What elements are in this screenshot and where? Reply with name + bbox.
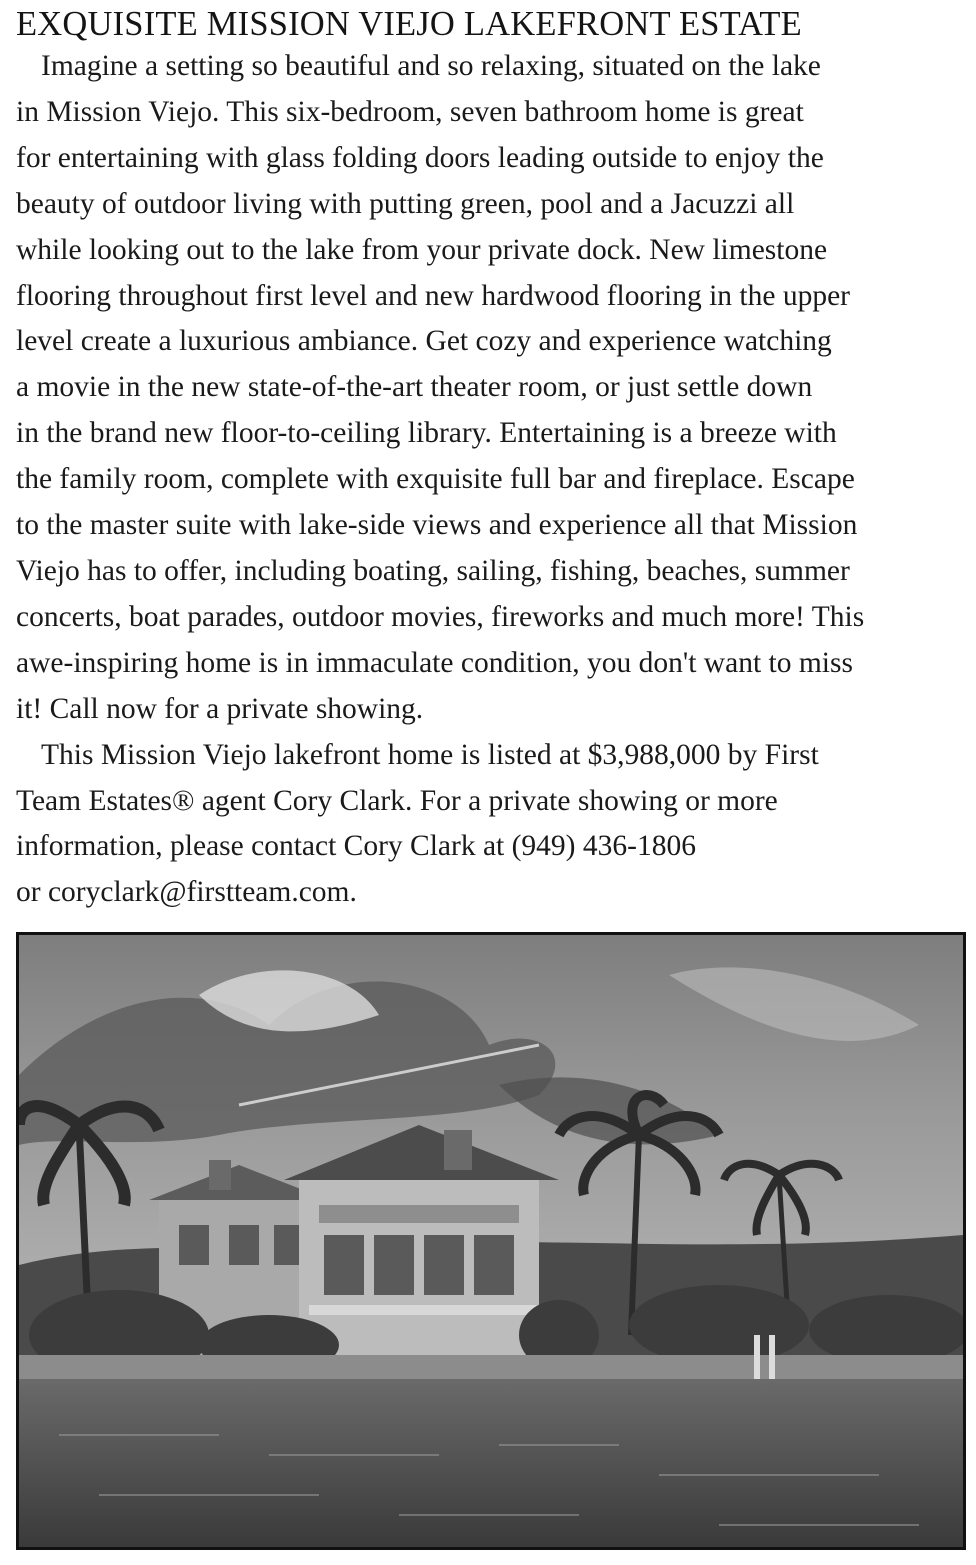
text-line: awe-inspiring home is in immaculate condition, you don't want to miss (16, 646, 853, 679)
text-line: information, please contact Cory Clark at (949) 436-1806 (16, 830, 696, 863)
text-line: level create a luxurious ambiance. Get cozy and experience watching (16, 325, 832, 358)
text-line: beauty of outdoor living with putting green, pool and a Jacuzzi all (16, 187, 795, 220)
text-line: for entertaining with glass folding doors leading outside to enjoy the (16, 141, 824, 174)
text-line: Team Estates® agent Cory Clark. For a private showing or more (16, 784, 778, 817)
text-line: in Mission Viejo. This six-bedroom, seven bathroom home is great (16, 95, 804, 128)
text-line: in the brand new floor-to-ceiling library. Entertaining is a breeze with (16, 417, 837, 450)
lakefront-house-photo (16, 932, 966, 1550)
text-line: or coryclark@firstteam.com. (16, 876, 357, 909)
text-line: Viejo has to offer, including boating, sailing, fishing, beaches, summer (16, 554, 850, 587)
text-line: a movie in the new state-of-the-art theater room, or just settle down (16, 371, 813, 404)
text-line: flooring throughout first level and new hardwood flooring in the upper (16, 279, 851, 312)
lake-water (19, 1379, 963, 1547)
text-line: the family room, complete with exquisite full bar and fireplace. Escape (16, 463, 855, 496)
seawall (19, 1355, 963, 1379)
listing-info-paragraph (16, 733, 968, 917)
headline: EXQUISITE MISSION VIEJO LAKEFRONT ESTATE (16, 5, 802, 43)
text-line: it! Call now for a private showing. (16, 692, 424, 725)
text-line: Imagine a setting so beautiful and so relaxing, situated on the lake (41, 50, 821, 82)
text-line: This Mission Viejo lakefront home is listed at $3,988,000 by First (41, 738, 819, 771)
text-line: to the master suite with lake-side views and experience all that Mission (16, 509, 858, 542)
description-paragraph (16, 44, 968, 733)
listing-article (16, 4, 968, 916)
photo-illustration (19, 935, 963, 1547)
text-line: concerts, boat parades, outdoor movies, fireworks and much more! This (16, 600, 865, 633)
text-line: while looking out to the lake from your private dock. New limestone (16, 233, 828, 266)
